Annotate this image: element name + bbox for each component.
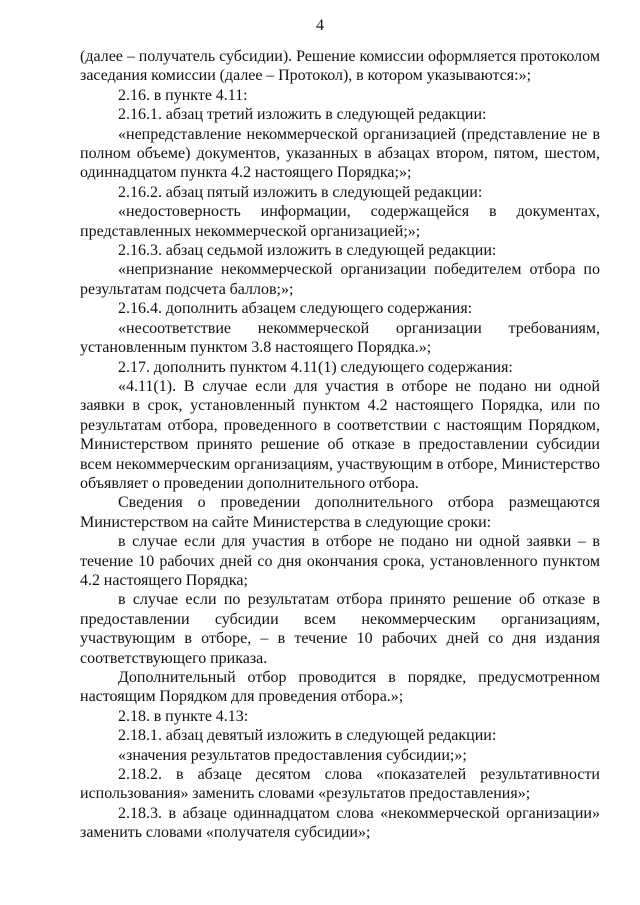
paragraph-item-2-16-3: 2.16.3. абзац седьмой изложить в следующей редакции: <box>118 242 497 260</box>
paragraph-quote: «несоответствие некоммерческой организации требованиям, установленным пунктом 3.8 настоящего Порядка.»; <box>80 319 600 357</box>
paragraph-item-2-18-2: 2.18.2. в абзаце десятом слова «показателей результативности использования» заменить словами «результатов предоставления»; <box>80 766 600 803</box>
paragraph-item-2-16-2: 2.16.2. абзац пятый изложить в следующей редакции: <box>118 183 483 201</box>
document-body <box>80 47 600 843</box>
paragraph-quote: «непризнание некоммерческой организации победителем отбора по результатам подсчета баллов;»; <box>80 261 600 298</box>
paragraph-quote: «4.11(1). В случае если для участия в отборе не подано ни одной заявки в срок, установленный пунктом 4.2 настоящего Порядка, или по результатам отбора, проведенного в соответствии с настоящим Порядком, Министерством принято решение об отказе в предоставлении субсидии всем некоммерческим организациям, участвующим в отборе, Министерство объявляет о проведении дополнительного отбора. <box>80 377 600 492</box>
paragraph-quote: «значения результатов предоставления субсидии;»; <box>118 746 467 764</box>
paragraph-item-2-18: 2.18. в пункте 4.13: <box>118 707 249 725</box>
paragraph-continuation: (далее – получатель субсидии). Решение комиссии оформляется протоколом заседания комиссии (далее – Протокол), в котором указываются:»; <box>80 48 600 85</box>
paragraph-quote: «непредставление некоммерческой организацией (представление не в полном объеме) документов, указанных в абзацах втором, пятом, шестом, одиннадцатом пункта 4.2 настоящего Порядка;»; <box>80 125 600 182</box>
page-number: 4 <box>316 17 324 34</box>
paragraph-text: Дополнительный отбор проводится в порядке, предусмотренном настоящим Порядком для проведения отбора.»; <box>80 669 600 706</box>
paragraph-text: в случае если по результатам отбора принято решение об отказе в предоставлении субсидии всем некоммерческим организациям, участвующим в отборе, – в течение 10 рабочих дней со дня издания соответствующего приказа. <box>80 591 600 667</box>
paragraph-item-2-18-3: 2.18.3. в абзаце одиннадцатом слова «некоммерческой организации» заменить словами «получателя субсидии»; <box>80 804 600 842</box>
paragraph-item-2-16-1: 2.16.1. абзац третий изложить в следующей редакции: <box>118 106 487 124</box>
paragraph-text: Сведения о проведении дополнительного отбора размещаются Министерством на сайте Министерства в следующие сроки: <box>80 494 600 531</box>
paragraph-quote: «недостоверность информации, содержащейся в документах, представленных некоммерческой организацией;»; <box>80 203 600 240</box>
paragraph-text: в случае если для участия в отборе не подано ни одной заявки – в течение 10 рабочих дней со дня окончания срока, установленного пунктом 4.2 настоящего Порядка; <box>80 533 600 589</box>
paragraph-item-2-16: 2.16. в пункте 4.11: <box>118 86 248 104</box>
paragraph-item-2-18-1: 2.18.1. абзац девятый изложить в следующей редакции: <box>118 727 497 745</box>
paragraph-item-2-16-4: 2.16.4. дополнить абзацем следующего содержания: <box>118 300 473 318</box>
paragraph-item-2-17: 2.17. дополнить пунктом 4.11(1) следующего содержания: <box>118 358 513 376</box>
